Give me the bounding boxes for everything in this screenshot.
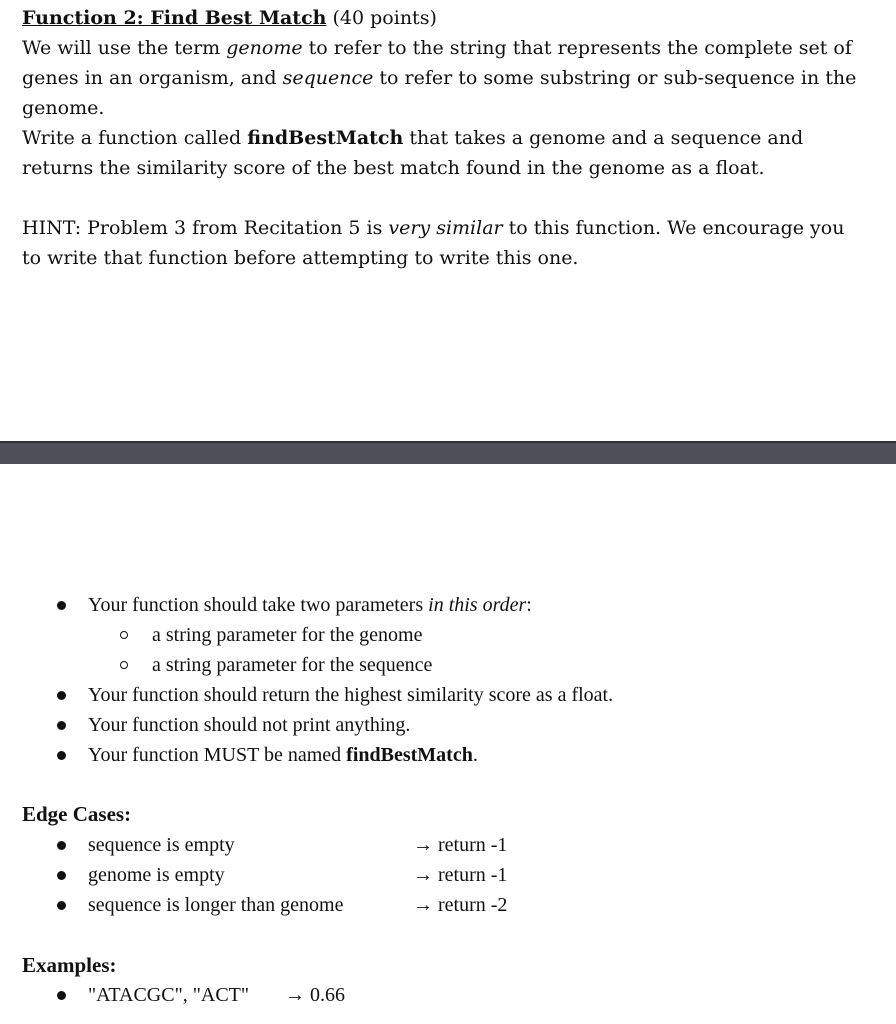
list-item	[0, 710, 896, 740]
intro-text: to refer to the string that represents the complete set of genes in an organism, and	[22, 37, 852, 89]
list-item-text: Your function should return the highest similarity score as a float.	[88, 684, 614, 706]
edge-case-item	[0, 860, 896, 890]
function-name: findBestMatch	[247, 127, 404, 149]
hollow-bullet-icon	[120, 631, 128, 639]
bullet-icon	[57, 691, 66, 700]
list-item	[0, 740, 896, 770]
function-name: findBestMatch	[346, 744, 473, 766]
task-paragraph	[22, 123, 868, 183]
bullet-icon	[57, 841, 66, 850]
bullet-icon	[57, 871, 66, 880]
task-text: Write a function called	[22, 127, 248, 149]
sub-list-item-text: a string parameter for the genome	[152, 624, 423, 646]
page-divider	[0, 441, 896, 464]
intro-paragraph	[22, 33, 868, 123]
list-item	[0, 680, 896, 710]
intro-text: to refer to some substring or sub-sequence in the genome.	[22, 67, 857, 119]
list-item-text: Your function should not print anything.	[88, 714, 411, 736]
list-item-text: Your function should take two parameters	[88, 594, 429, 616]
sub-list-item	[0, 650, 896, 680]
list-item	[0, 590, 896, 620]
edge-case-text: sequence is empty	[88, 834, 235, 856]
hint-text: HINT: Problem 3 from Recitation 5 is	[22, 217, 389, 239]
function-title: Function 2: Find Best Match	[22, 7, 327, 29]
example-input: "ATACGC", "ACT"	[88, 984, 250, 1006]
examples-label: Examples:	[22, 953, 117, 977]
sub-list-item-text: a string parameter for the sequence	[152, 654, 433, 676]
edge-case-text: sequence is longer than genome	[88, 894, 344, 916]
intro-text: We will use the term	[22, 37, 227, 59]
list-item-text: :	[526, 594, 532, 616]
edge-case-text: genome is empty	[88, 864, 225, 886]
edge-case-result: → return -2	[413, 894, 508, 916]
edge-case-item	[0, 830, 896, 860]
bullet-icon	[57, 901, 66, 910]
list-item-emphasis: in this order	[428, 594, 527, 616]
bullet-icon	[57, 751, 66, 760]
bullet-icon	[57, 721, 66, 730]
sub-list-item	[0, 620, 896, 650]
function-points: (40 points)	[332, 7, 437, 29]
list-item-text: .	[472, 744, 478, 766]
edge-case-item	[0, 890, 896, 920]
term-genome: genome	[226, 37, 303, 59]
bullet-icon	[57, 601, 66, 610]
hint-paragraph	[22, 213, 868, 273]
term-sequence: sequence	[282, 67, 374, 89]
function-heading	[22, 3, 868, 33]
hint-emphasis: very similar	[388, 217, 503, 239]
task-text: that takes a genome and a sequence and returns the similarity score of the best match found in the genome as a float.	[22, 127, 804, 179]
example-item	[0, 980, 896, 1010]
hollow-bullet-icon	[120, 661, 128, 669]
hint-text: to this function. We encourage you to write that function before attempting to write this one.	[22, 217, 845, 269]
edge-cases-label: Edge Cases:	[22, 802, 132, 826]
edge-case-result: → return -1	[413, 864, 508, 886]
list-item-text: Your function MUST be named	[88, 744, 347, 766]
bullet-icon	[57, 991, 66, 1000]
edge-case-result: → return -1	[413, 834, 508, 856]
example-result: → 0.66	[285, 984, 345, 1006]
